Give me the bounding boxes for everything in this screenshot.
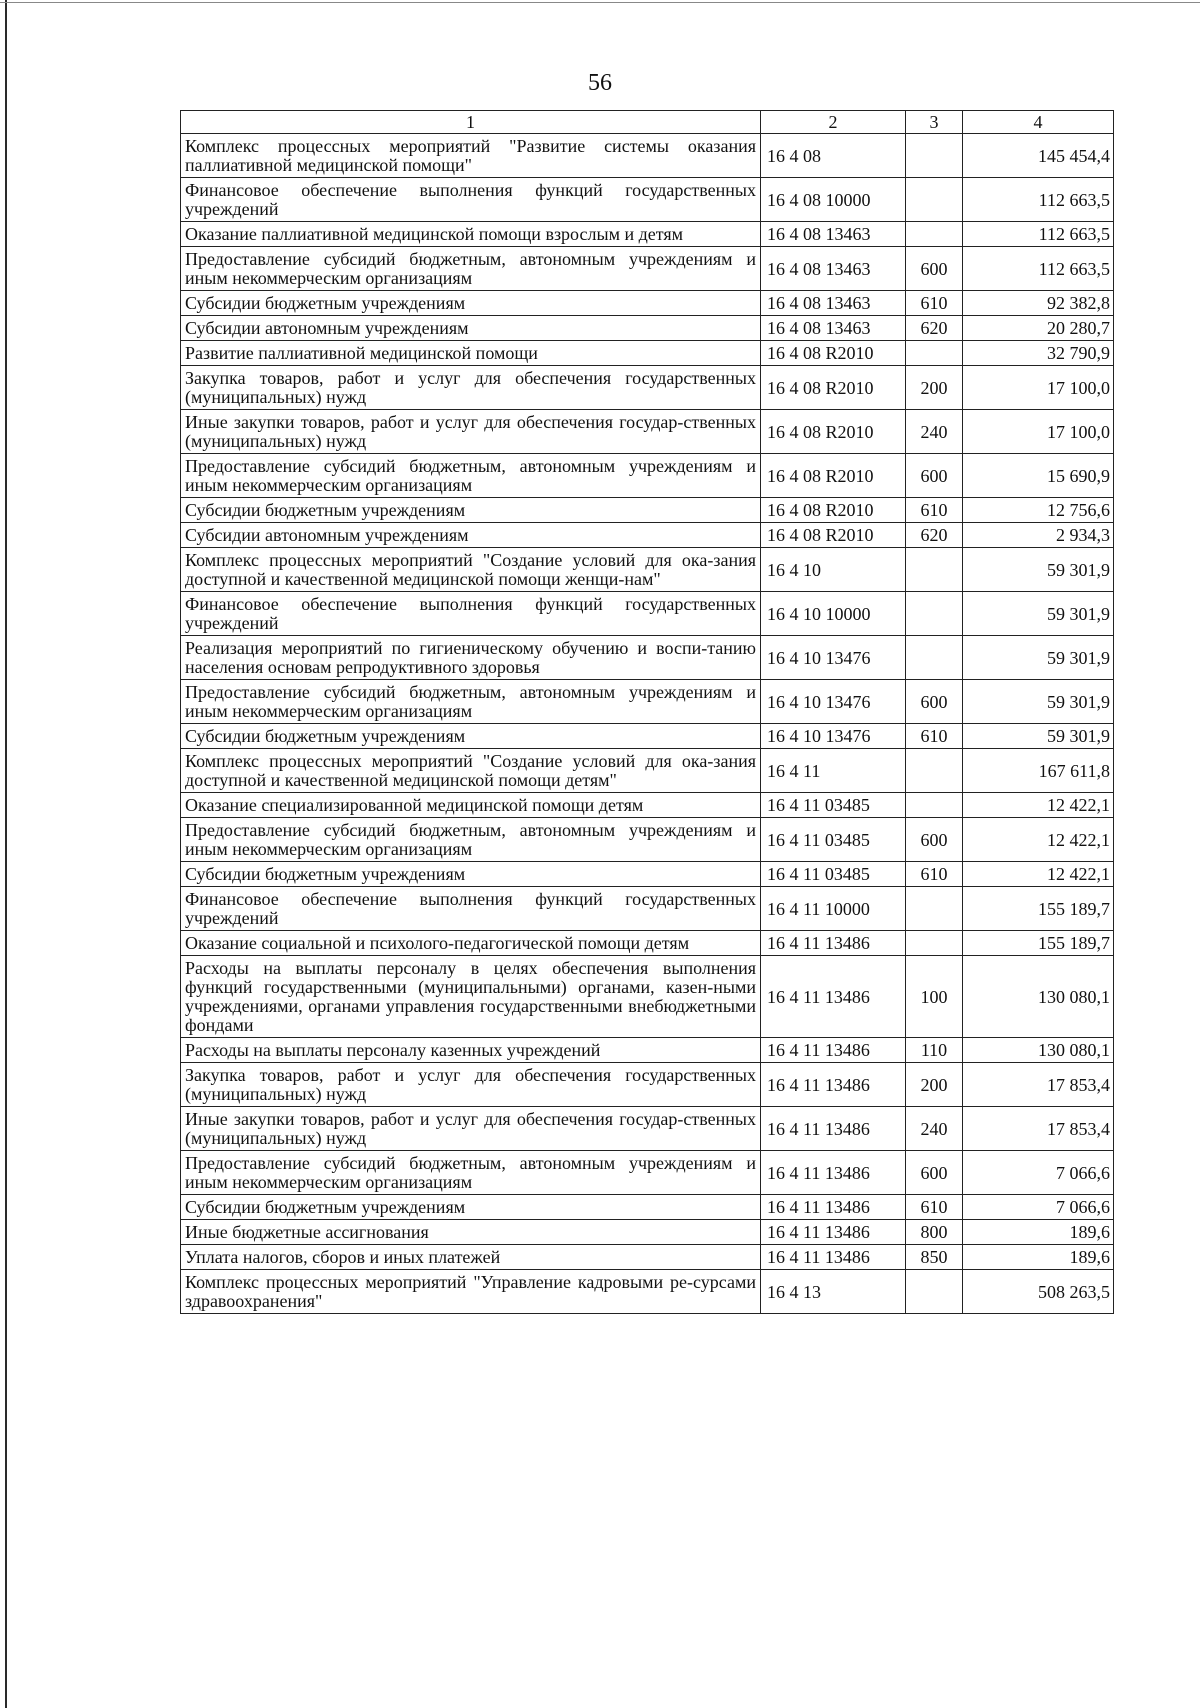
- row-code-cell: 16 4 11 13486: [761, 1245, 906, 1270]
- row-sum-cell: 7 066,6: [963, 1151, 1114, 1195]
- row-name-cell: Субсидии автономным учреждениям: [181, 523, 761, 548]
- row-name-cell: Расходы на выплаты персоналу в целях обеспечения выполнения функций государственными (муниципальными) органами, казен-ными учреждениями, органами управления государственными внебюджетными фондами: [181, 956, 761, 1038]
- row-name-cell: Развитие паллиативной медицинской помощи: [181, 341, 761, 366]
- row-sum-cell: 59 301,9: [963, 592, 1114, 636]
- scan-left-edge: [5, 0, 7, 1708]
- row-type-cell: [906, 636, 963, 680]
- row-name-cell: Комплекс процессных мероприятий "Создание условий для ока-зания доступной и качественной медицинской помощи женщи-нам": [181, 548, 761, 592]
- row-sum-cell: 12 756,6: [963, 498, 1114, 523]
- row-code-cell: 16 4 11 03485: [761, 862, 906, 887]
- table-row: [181, 818, 1114, 862]
- row-code-cell: 16 4 08 R2010: [761, 454, 906, 498]
- table-body: [181, 134, 1114, 1314]
- row-name-cell: Комплекс процессных мероприятий "Развитие системы оказания паллиативной медицинской помощи": [181, 134, 761, 178]
- row-type-cell: 610: [906, 291, 963, 316]
- row-code-cell: 16 4 08 13463: [761, 247, 906, 291]
- table-row: [181, 454, 1114, 498]
- row-type-cell: 800: [906, 1220, 963, 1245]
- row-sum-cell: 112 663,5: [963, 247, 1114, 291]
- row-name-cell: Предоставление субсидий бюджетным, автономным учреждениям и иным некоммерческим организациям: [181, 247, 761, 291]
- table-row: [181, 887, 1114, 931]
- row-code-cell: 16 4 08 R2010: [761, 341, 906, 366]
- row-sum-cell: 112 663,5: [963, 178, 1114, 222]
- header-col-3: 3: [906, 111, 963, 134]
- table-row: [181, 862, 1114, 887]
- row-sum-cell: 32 790,9: [963, 341, 1114, 366]
- row-sum-cell: 59 301,9: [963, 548, 1114, 592]
- table-row: [181, 134, 1114, 178]
- row-type-cell: [906, 178, 963, 222]
- row-sum-cell: 167 611,8: [963, 749, 1114, 793]
- table-row: [181, 1107, 1114, 1151]
- row-type-cell: [906, 887, 963, 931]
- row-sum-cell: 20 280,7: [963, 316, 1114, 341]
- row-sum-cell: 155 189,7: [963, 887, 1114, 931]
- table-row: [181, 498, 1114, 523]
- row-code-cell: 16 4 11 13486: [761, 1063, 906, 1107]
- row-name-cell: Субсидии бюджетным учреждениям: [181, 862, 761, 887]
- row-type-cell: 600: [906, 454, 963, 498]
- header-col-2: 2: [761, 111, 906, 134]
- row-code-cell: 16 4 08 R2010: [761, 410, 906, 454]
- table-row: [181, 793, 1114, 818]
- row-sum-cell: 15 690,9: [963, 454, 1114, 498]
- row-type-cell: 240: [906, 1107, 963, 1151]
- row-code-cell: 16 4 13: [761, 1270, 906, 1314]
- table-row: [181, 931, 1114, 956]
- row-type-cell: [906, 931, 963, 956]
- row-code-cell: 16 4 10: [761, 548, 906, 592]
- budget-table: [180, 110, 1114, 1314]
- row-code-cell: 16 4 10 13476: [761, 680, 906, 724]
- row-name-cell: Субсидии автономным учреждениям: [181, 316, 761, 341]
- row-sum-cell: 145 454,4: [963, 134, 1114, 178]
- row-code-cell: 16 4 11 13486: [761, 1151, 906, 1195]
- row-name-cell: Комплекс процессных мероприятий "Создание условий для ока-зания доступной и качественной медицинской помощи детям": [181, 749, 761, 793]
- row-sum-cell: 12 422,1: [963, 862, 1114, 887]
- row-type-cell: 200: [906, 1063, 963, 1107]
- row-type-cell: 610: [906, 724, 963, 749]
- table-row: [181, 1245, 1114, 1270]
- row-code-cell: 16 4 08 13463: [761, 291, 906, 316]
- row-code-cell: 16 4 08 13463: [761, 316, 906, 341]
- row-type-cell: 620: [906, 523, 963, 548]
- row-name-cell: Оказание социальной и психолого-педагогической помощи детям: [181, 931, 761, 956]
- row-name-cell: Субсидии бюджетным учреждениям: [181, 724, 761, 749]
- row-sum-cell: 508 263,5: [963, 1270, 1114, 1314]
- row-code-cell: 16 4 08 R2010: [761, 366, 906, 410]
- row-name-cell: Уплата налогов, сборов и иных платежей: [181, 1245, 761, 1270]
- row-sum-cell: 130 080,1: [963, 1038, 1114, 1063]
- row-sum-cell: 12 422,1: [963, 818, 1114, 862]
- table-row: [181, 636, 1114, 680]
- row-type-cell: [906, 548, 963, 592]
- table-row: [181, 724, 1114, 749]
- row-name-cell: Оказание паллиативной медицинской помощи взрослым и детям: [181, 222, 761, 247]
- row-code-cell: 16 4 11 13486: [761, 1195, 906, 1220]
- row-code-cell: 16 4 08: [761, 134, 906, 178]
- table-row: [181, 291, 1114, 316]
- row-type-cell: 240: [906, 410, 963, 454]
- row-type-cell: [906, 222, 963, 247]
- row-type-cell: 600: [906, 1151, 963, 1195]
- row-code-cell: 16 4 08 13463: [761, 222, 906, 247]
- row-code-cell: 16 4 10 13476: [761, 636, 906, 680]
- row-code-cell: 16 4 11 10000: [761, 887, 906, 931]
- table-row: [181, 1270, 1114, 1314]
- row-name-cell: Расходы на выплаты персоналу казенных учреждений: [181, 1038, 761, 1063]
- row-name-cell: Комплекс процессных мероприятий "Управление кадровыми ре-сурсами здравоохранения": [181, 1270, 761, 1314]
- row-type-cell: 850: [906, 1245, 963, 1270]
- row-code-cell: 16 4 11: [761, 749, 906, 793]
- row-sum-cell: 12 422,1: [963, 793, 1114, 818]
- row-sum-cell: 17 100,0: [963, 366, 1114, 410]
- row-code-cell: 16 4 11 13486: [761, 931, 906, 956]
- row-sum-cell: 92 382,8: [963, 291, 1114, 316]
- table-row: [181, 548, 1114, 592]
- row-name-cell: Финансовое обеспечение выполнения функций государственных учреждений: [181, 178, 761, 222]
- row-type-cell: 200: [906, 366, 963, 410]
- row-sum-cell: 59 301,9: [963, 680, 1114, 724]
- row-type-cell: 610: [906, 862, 963, 887]
- table-row: [181, 366, 1114, 410]
- row-type-cell: 600: [906, 818, 963, 862]
- table-row: [181, 341, 1114, 366]
- row-type-cell: 110: [906, 1038, 963, 1063]
- row-type-cell: [906, 134, 963, 178]
- row-code-cell: 16 4 10 10000: [761, 592, 906, 636]
- row-name-cell: Предоставление субсидий бюджетным, автономным учреждениям и иным некоммерческим организациям: [181, 818, 761, 862]
- table-row: [181, 592, 1114, 636]
- row-sum-cell: 112 663,5: [963, 222, 1114, 247]
- row-type-cell: [906, 793, 963, 818]
- row-code-cell: 16 4 11 13486: [761, 1107, 906, 1151]
- row-name-cell: Реализация мероприятий по гигиеническому обучению и воспи-танию населения основам репродуктивного здоровья: [181, 636, 761, 680]
- page-number: 56: [588, 70, 612, 96]
- row-sum-cell: 17 853,4: [963, 1063, 1114, 1107]
- table-row: [181, 749, 1114, 793]
- row-name-cell: Закупка товаров, работ и услуг для обеспечения государственных (муниципальных) нужд: [181, 366, 761, 410]
- row-code-cell: 16 4 08 R2010: [761, 498, 906, 523]
- row-name-cell: Иные бюджетные ассигнования: [181, 1220, 761, 1245]
- table-row: [181, 1195, 1114, 1220]
- row-type-cell: 100: [906, 956, 963, 1038]
- row-sum-cell: 2 934,3: [963, 523, 1114, 548]
- table-row: [181, 1220, 1114, 1245]
- row-name-cell: Иные закупки товаров, работ и услуг для обеспечения государ-ственных (муниципальных) нужд: [181, 1107, 761, 1151]
- row-code-cell: 16 4 08 10000: [761, 178, 906, 222]
- table-row: [181, 247, 1114, 291]
- row-type-cell: [906, 592, 963, 636]
- header-col-4: 4: [963, 111, 1114, 134]
- row-type-cell: 600: [906, 247, 963, 291]
- row-sum-cell: 59 301,9: [963, 724, 1114, 749]
- row-code-cell: 16 4 11 13486: [761, 1220, 906, 1245]
- row-name-cell: Иные закупки товаров, работ и услуг для обеспечения государ-ственных (муниципальных) нужд: [181, 410, 761, 454]
- row-name-cell: Финансовое обеспечение выполнения функций государственных учреждений: [181, 887, 761, 931]
- table-row: [181, 1038, 1114, 1063]
- row-type-cell: [906, 1270, 963, 1314]
- row-code-cell: 16 4 11 03485: [761, 818, 906, 862]
- row-type-cell: [906, 749, 963, 793]
- scan-top-edge: [0, 2, 1200, 3]
- row-name-cell: Предоставление субсидий бюджетным, автономным учреждениям и иным некоммерческим организациям: [181, 680, 761, 724]
- table-row: [181, 1151, 1114, 1195]
- row-type-cell: 600: [906, 680, 963, 724]
- table-row: [181, 680, 1114, 724]
- row-name-cell: Предоставление субсидий бюджетным, автономным учреждениям и иным некоммерческим организациям: [181, 454, 761, 498]
- table-row: [181, 1063, 1114, 1107]
- table-row: [181, 222, 1114, 247]
- row-type-cell: 620: [906, 316, 963, 341]
- row-code-cell: 16 4 08 R2010: [761, 523, 906, 548]
- row-sum-cell: 17 853,4: [963, 1107, 1114, 1151]
- row-type-cell: 610: [906, 498, 963, 523]
- row-name-cell: Субсидии бюджетным учреждениям: [181, 291, 761, 316]
- row-code-cell: 16 4 11 13486: [761, 1038, 906, 1063]
- table-row: [181, 410, 1114, 454]
- table-row: [181, 178, 1114, 222]
- row-sum-cell: 59 301,9: [963, 636, 1114, 680]
- row-name-cell: Финансовое обеспечение выполнения функций государственных учреждений: [181, 592, 761, 636]
- row-name-cell: Оказание специализированной медицинской помощи детям: [181, 793, 761, 818]
- table-row: [181, 956, 1114, 1038]
- row-sum-cell: 17 100,0: [963, 410, 1114, 454]
- row-sum-cell: 130 080,1: [963, 956, 1114, 1038]
- row-name-cell: Субсидии бюджетным учреждениям: [181, 1195, 761, 1220]
- row-code-cell: 16 4 10 13476: [761, 724, 906, 749]
- row-name-cell: Закупка товаров, работ и услуг для обеспечения государственных (муниципальных) нужд: [181, 1063, 761, 1107]
- table-row: [181, 523, 1114, 548]
- row-name-cell: Предоставление субсидий бюджетным, автономным учреждениям и иным некоммерческим организациям: [181, 1151, 761, 1195]
- header-col-1: 1: [181, 111, 761, 134]
- table-row: [181, 316, 1114, 341]
- table-header-row: [181, 111, 1114, 134]
- row-sum-cell: 7 066,6: [963, 1195, 1114, 1220]
- row-code-cell: 16 4 11 13486: [761, 956, 906, 1038]
- row-type-cell: [906, 341, 963, 366]
- row-type-cell: 610: [906, 1195, 963, 1220]
- row-sum-cell: 189,6: [963, 1220, 1114, 1245]
- row-name-cell: Субсидии бюджетным учреждениям: [181, 498, 761, 523]
- row-sum-cell: 155 189,7: [963, 931, 1114, 956]
- row-code-cell: 16 4 11 03485: [761, 793, 906, 818]
- row-sum-cell: 189,6: [963, 1245, 1114, 1270]
